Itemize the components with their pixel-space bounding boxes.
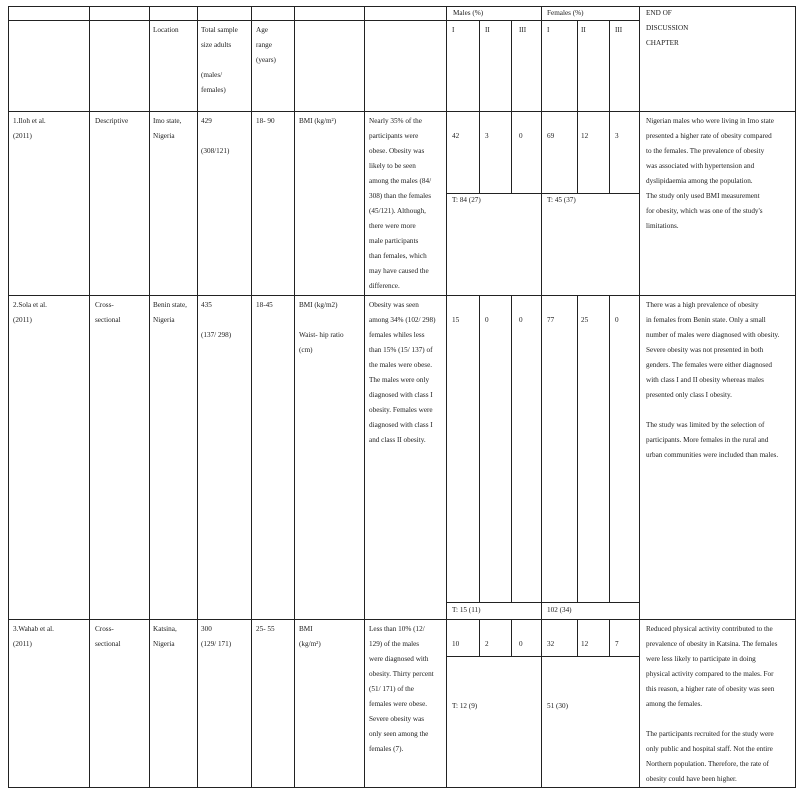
females-total: T: 45 (37) [547, 196, 576, 204]
design-cell: Cross- sectional [95, 301, 121, 324]
females-class-iii-value: 7 [615, 640, 619, 648]
col-divider [541, 6, 542, 788]
measure-cell: BMI (kg/m2) Waist- hip ratio (cm) [299, 301, 344, 354]
females-class-iii-value: 3 [615, 132, 619, 140]
age-cell: 18- 90 [256, 117, 275, 125]
females-class-i-value: 69 [547, 132, 555, 140]
class-divider [609, 619, 610, 656]
males-class-ii-header: II [485, 26, 490, 34]
study-summary-table [8, 6, 796, 788]
col-divider [446, 6, 447, 788]
class-divider [511, 295, 512, 602]
males-class-ii-value: 3 [485, 132, 489, 140]
females-pct-header: Females (%) [547, 9, 584, 17]
col-divider [364, 6, 365, 788]
table-border-right [795, 6, 796, 788]
row-rule [446, 656, 639, 657]
discussion-cell: Nigerian males who were living in Imo state presented a higher rate of obesity compared to the females. The prevalence of obesity was associated with hypertension and dyslipidaemia among the population. The study only used BMI measurement for obesity, which was one of the study's limitations. [646, 117, 774, 230]
sample-cell: 300 (129/ 171) [201, 625, 232, 648]
col-divider [251, 6, 252, 788]
males-class-ii-value: 0 [485, 316, 489, 324]
males-class-i-value: 42 [452, 132, 460, 140]
males-total: T: 15 (11) [452, 606, 481, 614]
males-class-i-header: I [452, 26, 455, 34]
females-class-i-header: I [547, 26, 550, 34]
location-cell: Katsina, Nigeria [153, 625, 177, 648]
class-divider [511, 20, 512, 193]
males-class-iii-value: 0 [519, 132, 523, 140]
table-border-left [8, 6, 9, 788]
study-cell: 2.Sola et al. (2011) [13, 301, 47, 324]
sample-cell: 429 (308/121) [201, 117, 230, 155]
females-class-ii-header: II [581, 26, 586, 34]
females-class-iii-value: 0 [615, 316, 619, 324]
measure-cell: BMI (kg/m²) [299, 117, 337, 125]
females-total: 51 (30) [547, 702, 568, 710]
males-total: T: 12 (9) [452, 702, 478, 710]
class-divider [577, 295, 578, 602]
class-divider [609, 295, 610, 602]
age-cell: 18-45 [256, 301, 273, 309]
row-rule [8, 295, 796, 296]
row-rule [8, 111, 796, 112]
males-class-ii-value: 2 [485, 640, 489, 648]
females-class-i-value: 77 [547, 316, 555, 324]
class-divider [479, 619, 480, 656]
location-cell: Benin state, Nigeria [153, 301, 187, 324]
females-class-ii-value: 25 [581, 316, 589, 324]
females-class-ii-value: 12 [581, 640, 589, 648]
males-class-i-value: 15 [452, 316, 460, 324]
row-rule [8, 619, 796, 620]
location-header: Location [153, 26, 179, 34]
header-rule [8, 20, 446, 21]
col-divider [149, 6, 150, 788]
finding-cell: Less than 10% (12/ 129) of the males were diagnosed with obesity. Thirty percent (51/ 171) of the females were obese. Severe obesity was only seen among the females (7). [369, 625, 434, 753]
measure-cell: BMI (kg/m²) [299, 625, 321, 648]
discussion-cell: There was a high prevalence of obesity in females from Benin state. Only a small number of males were diagnosed with obesity. Severe obesity was not presented in both genders. The females were either diagnosed with class I and II obesity whereas males presented only class I obesity. The study was limited by the selection of participants. More females in the rural and urban communities were included than males. [646, 301, 780, 459]
females-total: 102 (34) [547, 606, 572, 614]
males-class-iii-value: 0 [519, 316, 523, 324]
males-class-iii-header: III [519, 26, 527, 34]
females-class-ii-value: 12 [581, 132, 589, 140]
class-divider [609, 20, 610, 193]
col-divider [197, 6, 198, 788]
males-class-iii-value: 0 [519, 640, 523, 648]
males-total: T: 84 (27) [452, 196, 481, 204]
females-class-iii-header: III [615, 26, 623, 34]
class-divider [577, 619, 578, 656]
males-class-i-value: 10 [452, 640, 460, 648]
sample-cell: 435 (137/ 298) [201, 301, 232, 339]
class-divider [511, 619, 512, 656]
class-divider [577, 20, 578, 193]
discussion-cell: Reduced physical activity contributed to the prevalence of obesity in Katsina. The females were less likely to participate in doing physical activity compared to the males. For this reason, a higher rate of obesity was seen among the females. The participants recruited for the study were only public and hospital staff. Not the entire Northern population. Therefore, the rate of obesity could have been higher. [646, 625, 778, 783]
study-cell: 3.Wahab et al. (2011) [13, 625, 54, 648]
class-divider [479, 295, 480, 602]
age-cell: 25- 55 [256, 625, 275, 633]
table-border-bottom [8, 787, 796, 788]
sample-header: Total sample size adults (males/ females) [201, 26, 238, 94]
age-header: Age range (years) [256, 26, 276, 64]
location-cell: Imo state, Nigeria [153, 117, 182, 140]
study-cell: 1.Iloh et al. (2011) [13, 117, 46, 140]
finding-cell: Nearly 35% of the participants were obese. Obesity was likely to be seen among the males (84/ 308) than the females (45/121). Although, there were more male participants than females, which may have caused the difference. [369, 117, 432, 290]
col-divider [294, 6, 295, 788]
col-divider [89, 6, 90, 788]
males-pct-header: Males (%) [453, 9, 484, 17]
finding-cell: Obesity was seen among 34% (102/ 298) females whiles less than 15% (15/ 137) of the males were obese. The males were only diagnosed with class I obesity. Females were diagnosed with class I and class II obesity. [369, 301, 436, 444]
females-class-i-value: 32 [547, 640, 555, 648]
col-divider [639, 6, 640, 788]
class-divider [479, 20, 480, 193]
design-cell: Descriptive [95, 117, 129, 125]
design-cell: Cross- sectional [95, 625, 121, 648]
end-note: END OF DISCUSSION CHAPTER [646, 9, 689, 47]
